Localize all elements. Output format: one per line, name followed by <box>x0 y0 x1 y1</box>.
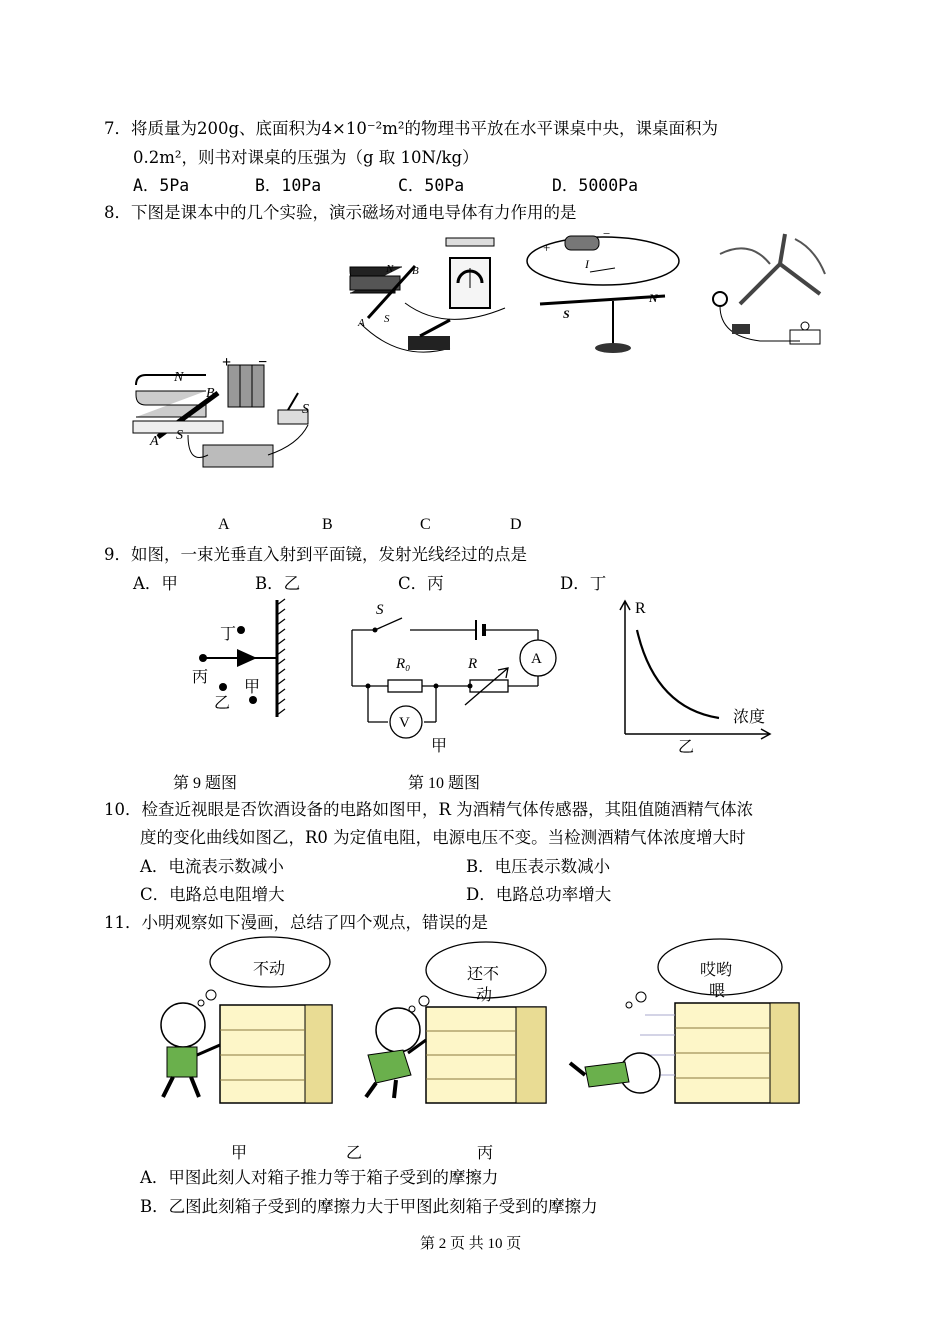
fig-b-label-s: S <box>384 313 390 325</box>
q10-switch-label: S <box>376 602 384 618</box>
q9-option-c[interactable]: C．丙 <box>398 574 444 593</box>
fig-a-label-a: A <box>150 434 159 449</box>
fig-b-label-a: A <box>358 317 365 329</box>
q11-label-bing: 丙 <box>477 1145 494 1162</box>
point-ding-dot <box>237 626 245 634</box>
q9-option-b[interactable]: B．乙 <box>255 574 301 593</box>
q10-option-d[interactable]: D．电路总功率增大 <box>466 885 612 904</box>
q8-label-d: D <box>510 516 522 533</box>
q11-bubble-bing-line1: 哎哟 <box>700 962 733 979</box>
fig-b-label-n: N <box>386 263 394 275</box>
q9-point-yi: 乙 <box>214 695 231 712</box>
q7-option-b[interactable]: B．10Pa <box>255 176 322 195</box>
q10-graph-figure <box>615 596 775 746</box>
q10-voltmeter-label: V <box>399 715 410 731</box>
q10-figure-yi-label: 乙 <box>678 739 695 756</box>
q8-stem: 8．下图是课本中的几个实验，演示磁场对通电导体有力作用的是 <box>104 203 577 222</box>
q8-figure-d <box>700 234 850 354</box>
q10-r-label: R <box>468 656 478 672</box>
fig-a-label-switch: S <box>302 402 309 417</box>
q8-figure-a <box>128 355 318 485</box>
q11-option-a[interactable]: A．甲图此刻人对箱子推力等于箱子受到的摩擦力 <box>140 1168 499 1187</box>
q11-cartoon-bing <box>565 935 810 1110</box>
q10-option-a[interactable]: A．电流表示数减小 <box>140 857 284 876</box>
fig-c-s: S <box>563 307 570 321</box>
fig-c-plus: + <box>543 240 551 255</box>
q10-figure-jia-label: 甲 <box>431 738 448 755</box>
q10-caption: 第 10 题图 <box>408 775 481 792</box>
q10-option-b[interactable]: B．电压表示数减小 <box>466 857 611 876</box>
q11-bubble-yi-line1: 还不 <box>467 966 500 983</box>
point-bing-dot <box>199 654 207 662</box>
page-footer: 第 2 页 共 10 页 <box>420 1236 522 1252</box>
fig-c-n: N <box>649 291 658 305</box>
q9-mirror-figure <box>185 595 295 720</box>
q7-option-d[interactable]: D．5000Pa <box>552 176 639 195</box>
fig-a-label-n: N <box>174 370 184 385</box>
q11-bubble-yi-line2: 动 <box>476 987 493 1004</box>
q9-point-bing: 丙 <box>192 669 209 686</box>
q10-line1: 10．检查近视眼是否饮酒设备的电路如图甲，R 为酒精气体传感器，其阻值随酒精气体浓 <box>104 800 754 819</box>
q11-cartoon-jia <box>145 935 350 1110</box>
q10-graph-y-label: R <box>635 600 646 617</box>
q9-point-jia: 甲 <box>244 679 261 696</box>
fig-a-minus: − <box>258 354 268 371</box>
q7-option-a[interactable]: A．5Pa <box>133 176 190 195</box>
q10-option-c[interactable]: C．电路总电阻增大 <box>140 885 285 904</box>
q7-line2: 0.2m²，则书对课桌的压强为（g 取 10N/kg） <box>133 148 479 167</box>
fig-a-label-b: B <box>206 386 215 401</box>
q10-circuit-figure <box>340 600 570 740</box>
q10-graph-x-label: 浓度 <box>733 709 766 726</box>
q11-bubble-bing-line2: 喂 <box>709 983 726 1000</box>
q9-point-ding: 丁 <box>220 626 237 643</box>
fig-a-plus: + <box>222 354 232 371</box>
q9-stem: 9．如图，一束光垂直入射到平面镜，发射光线经过的点是 <box>104 545 527 564</box>
q8-label-c: C <box>420 516 431 533</box>
q7-line1: 7．将质量为200g、底面积为4×10⁻²m²的物理书平放在水平课桌中央，课桌面积为 <box>104 119 718 138</box>
q11-stem: 11．小明观察如下漫画，总结了四个观点，错误的是 <box>104 913 488 932</box>
q11-option-b[interactable]: B．乙图此刻箱子受到的摩擦力大于甲图此刻箱子受到的摩擦力 <box>140 1197 598 1216</box>
q8-figure-b <box>340 228 510 358</box>
q8-label-a: A <box>218 516 230 533</box>
q8-label-b: B <box>322 516 333 533</box>
q11-label-jia: 甲 <box>231 1145 248 1162</box>
fig-c-current: I <box>585 257 589 271</box>
q7-option-c[interactable]: C．50Pa <box>398 176 465 195</box>
q10-line2: 度的变化曲线如图乙，R0 为定值电阻，电源电压不变。当检测酒精气体浓度增大时 <box>140 828 746 847</box>
q9-option-a[interactable]: A．甲 <box>133 574 178 593</box>
q11-cartoon-yi <box>358 935 563 1110</box>
fig-b-label-b: B <box>412 265 419 277</box>
q10-r0-label: R₀ <box>396 656 411 672</box>
fig-c-minus: − <box>603 226 611 241</box>
point-jia-dot <box>249 696 257 704</box>
q10-ammeter-label: A <box>531 651 542 667</box>
fig-a-label-s: S <box>176 428 183 443</box>
q11-bubble-jia: 不动 <box>253 961 286 978</box>
q11-label-yi: 乙 <box>346 1145 363 1162</box>
q9-caption: 第 9 题图 <box>173 775 238 792</box>
q9-option-d[interactable]: D．丁 <box>560 574 607 593</box>
q8-figure-c <box>525 226 685 356</box>
